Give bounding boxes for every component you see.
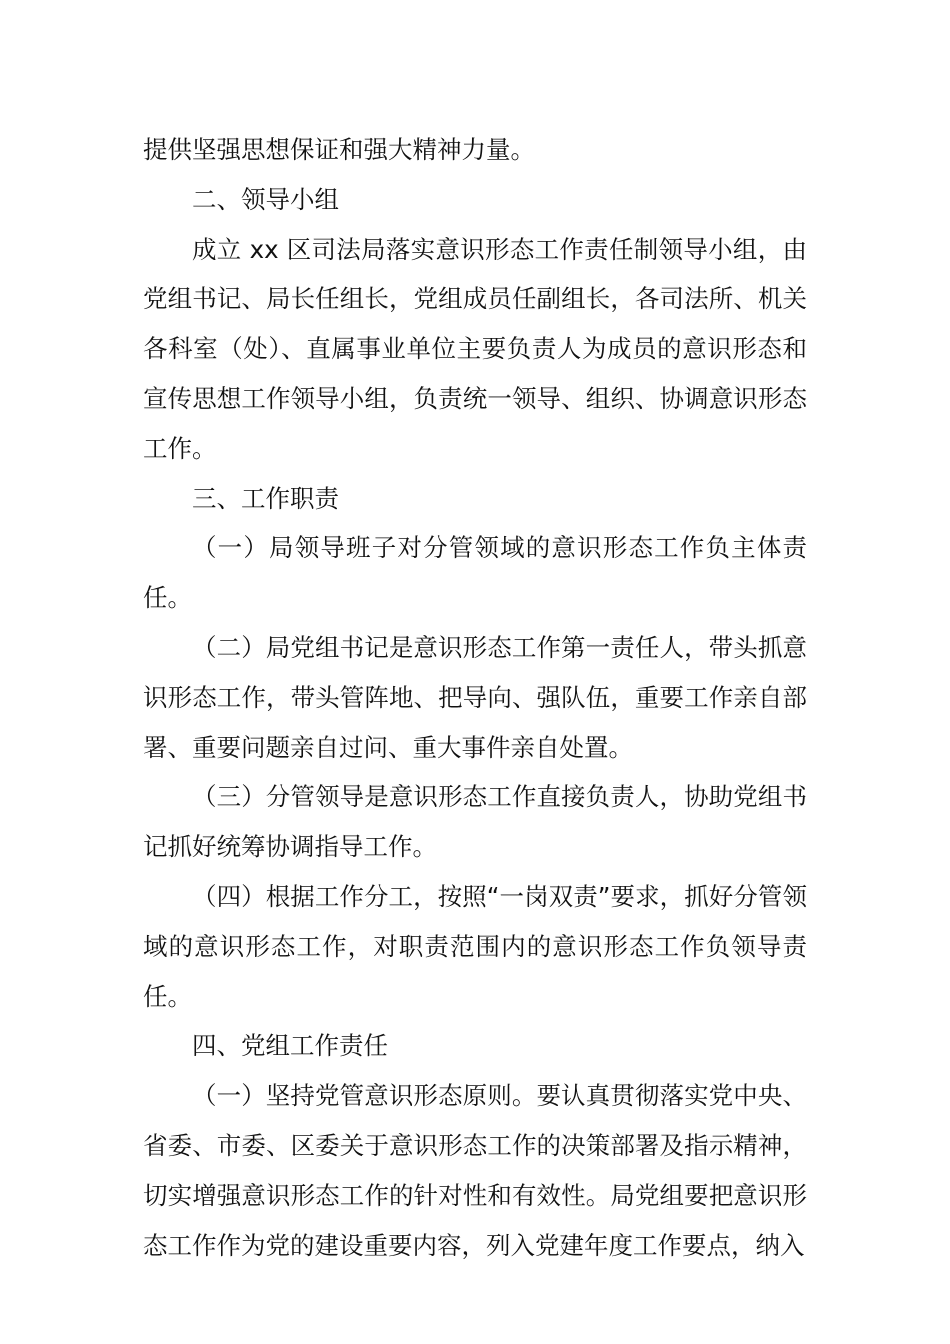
section-heading-party-group-responsibility: 四、党组工作责任 — [192, 1031, 388, 1061]
paragraph-continuation: 提供坚强思想保证和强大精神力量。 — [143, 135, 535, 164]
document-body — [143, 125, 807, 1270]
paragraph-party-responsibility-1: （一）坚持党管意识形态原则。要认真贯彻落实党中央、省委、市委、区委关于意识形态工作的决策部署及指示精神，切实增强意识形态工作的针对性和有效性。局党组要把意识形态工作作为党的建设重要内容，列入党建年度工作要点，纳入 — [143, 1081, 807, 1260]
section-heading-duties: 三、工作职责 — [192, 483, 339, 513]
paragraph-duty-2: （二）局党组书记是意识形态工作第一责任人，带头抓意识形态工作，带头管阵地、把导向、强队伍，重要工作亲自部署、重要问题亲自过问、重大事件亲自处置。 — [143, 632, 807, 762]
paragraph-duty-4: （四）根据工作分工，按照“一岗双责”要求，抓好分管领域的意识形态工作，对职责范围内的意识形态工作负领导责任。 — [143, 881, 807, 1011]
paragraph-leadership-group: 成立 xx 区司法局落实意识形态工作责任制领导小组，由党组书记、局长任组长，党组成员任副组长，各司法所、机关各科室（处）、直属事业单位主要负责人为成员的意识形态和宣传思想工作领导小组，负责统一领导、组织、协调意识形态工作。 — [143, 234, 807, 463]
paragraph-duty-1: （一）局领导班子对分管领域的意识形态工作负主体责任。 — [143, 533, 807, 613]
paragraph-duty-3: （三）分管领导是意识形态工作直接负责人，协助党组书记抓好统筹协调指导工作。 — [143, 782, 807, 862]
section-heading-leadership-group: 二、领导小组 — [192, 184, 339, 214]
